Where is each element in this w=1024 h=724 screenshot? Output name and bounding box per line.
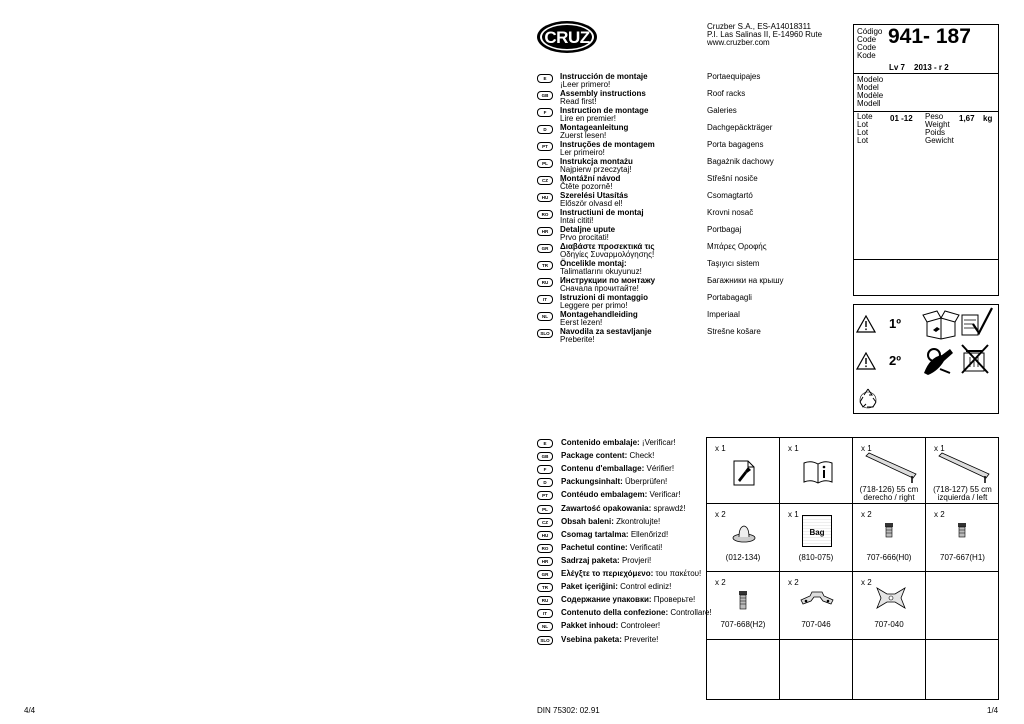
part-cell-empty [926,640,999,700]
bag-label: Bag [809,528,825,537]
part-cell-012-134 [707,504,780,572]
bag-icon [802,515,832,547]
part-qty: x 1 [934,444,945,453]
step2-label: 2º [889,353,901,368]
step1-label: 1º [889,316,901,331]
package-action: Provjeri! [621,555,652,565]
warning-icon [856,315,876,338]
package-label: Contenuto della confezione: [561,608,669,618]
instruction-subtitle: Prvo procitati! [560,233,609,242]
part-caption: 707-666(H0) [866,553,912,562]
part-cell-empty [780,640,853,700]
package-label: Contéudo embalagem: [561,490,648,500]
left-page-number: 4/4 [24,706,36,715]
package-action: Überprüfen! [625,477,668,487]
instruction-title: Detaljne upute [560,225,616,234]
code-label-1: Code [857,35,877,44]
code-label-2: Code [857,43,877,52]
language-code: HR [537,227,553,236]
right-page-number: 1/4 [987,706,999,715]
language-code: TR [537,261,553,270]
company-line1: Cruzber S.A., ES-A14018311 [707,22,811,31]
part-cell-707-040 [853,572,926,640]
package-action: Verificati! [629,542,663,552]
product-name: Dachgepäckträger [707,123,773,132]
language-code: RU [537,596,553,605]
product-name: Portbagaj [707,225,742,234]
package-action: Controllare! [670,608,712,618]
lv-value: Lv 7 [889,63,906,72]
no-tool-icon [960,343,990,380]
weight-label-3: Gewicht [925,136,954,145]
package-content-line [561,438,676,447]
package-label: Contenu d'emballage: [561,464,645,474]
language-code: PL [537,505,553,514]
package-action: ¡Verificar! [641,438,676,447]
instruction-subtitle: Ler primeiro! [560,148,605,157]
part-cell-810-075 [780,504,853,572]
package-action: Check! [629,451,655,461]
package-content-line [561,464,674,473]
weight-label-0: Peso [925,112,944,121]
lot-label-2: Lot [857,128,869,137]
package-content-line [561,451,654,460]
instruction-sheet-icon [733,460,755,486]
package-content-line [561,608,712,617]
weight-label-2: Poids [925,128,946,137]
package-action: του πακέτου! [655,569,702,578]
product-name: Багажники на крышу [707,276,784,285]
instruction-title: Διαβάστε προσεκτικά τις [560,242,655,251]
screw-h2-icon [738,590,748,610]
language-code: RO [537,544,553,553]
instruction-title: Instructiuni de montaj [560,208,644,217]
product-name: Portaequipajes [707,72,761,81]
model-label-3: Modell [857,99,881,108]
package-action: Preverite! [624,634,659,644]
instruction-title: Szerelési Utasítás [560,191,629,200]
part-caption: (012-134) [725,553,761,562]
package-action: Ellenőrizd! [630,529,669,539]
package-content-line [561,621,660,630]
code-label-3: Kode [857,51,876,60]
part-caption: (718-127) 55 cm [933,485,992,494]
part-caption: (810-075) [798,553,834,562]
instruction-subtitle: ¡Leer primero! [560,80,611,89]
instruction-title: Montagehandleiding [560,310,638,319]
package-content-line [561,530,668,539]
part-qty: x 2 [715,510,726,519]
part-cell-info-book [780,438,853,504]
instruction-title: Instrucción de montaje [560,72,648,81]
warning-icon-2 [856,352,876,375]
part-cell-707-668 [707,572,780,640]
instruction-subtitle: Leggere per primo! [560,301,628,310]
instruction-subtitle: Eerst lezen! [560,318,603,327]
language-code: PT [537,491,553,500]
language-code: RO [537,210,553,219]
part-qty: x 1 [715,444,726,453]
language-code: SLO [537,329,553,338]
package-content-line [561,490,681,499]
language-code: HU [537,531,553,540]
product-name: Strešne košare [707,327,761,336]
cap-part-icon [731,522,757,544]
part-qty: x 2 [715,578,726,587]
language-code: GR [537,570,553,579]
roof-bar-left-icon [936,452,992,484]
language-code: SLO [537,636,553,645]
instruction-title: Instrukcja montażu [560,157,633,166]
lot-label-1: Lot [857,120,869,129]
package-content-line [561,556,651,565]
language-code: CZ [537,518,553,527]
part-cell-bar-right [853,438,926,504]
language-code: HR [537,557,553,566]
language-code: GR [537,244,553,253]
part-cell-707-666 [853,504,926,572]
product-name: Taşıyıcı sistem [707,259,760,268]
lot-label-0: Lote [857,112,873,121]
screw-h1-icon [957,522,967,538]
part-qty: x 2 [788,578,799,587]
package-label: Package content: [561,451,628,461]
language-code: RU [537,278,553,287]
company-line2: P.I. Las Salinas II, E-14960 Rute [707,30,823,39]
lot-label-3: Lot [857,136,869,145]
product-name: Porta bagagens [707,140,764,149]
language-code: IT [537,609,553,618]
language-code: PL [537,159,553,168]
product-name: Μπάρες Οροφής [707,242,767,251]
product-name: Roof racks [707,89,746,98]
instruction-subtitle: Read first! [560,97,597,106]
part-caption-2: derecho / right [863,493,915,502]
part-caption: 707-668(H2) [720,620,766,629]
lot-value: 01 -12 [890,114,913,123]
package-content-line [561,635,658,644]
model-label-2: Modèle [857,91,884,100]
package-action: Vérifier! [646,464,675,474]
package-label: Csomag tartalma: [561,529,629,539]
din-standard: DIN 75302: 02.91 [537,706,600,715]
language-code: D [537,125,553,134]
bracket-icon [800,588,834,610]
recycle-icon [856,386,880,415]
package-content-line [561,504,686,513]
language-code: NL [537,622,553,631]
package-content-line [561,569,701,578]
product-name: Bagażnik dachowy [707,157,774,166]
open-box-icon [921,308,961,345]
package-content-line [561,543,662,552]
language-code: CZ [537,176,553,185]
product-name: Střešní nosiče [707,174,758,183]
instruction-subtitle: Preberite! [560,335,595,344]
part-qty: x 1 [788,510,799,519]
product-name: Imperiaal [707,310,740,319]
package-action: Zkontrolujte! [616,516,661,526]
info-book-icon [802,460,834,484]
roof-bar-right-icon [863,452,919,484]
part-cell-empty [707,640,780,700]
tools-hand-icon [920,343,956,382]
package-label: Sadrzaj paketa: [561,555,620,565]
instruction-subtitle: Zuerst lesen! [560,131,607,140]
language-code: PT [537,142,553,151]
instruction-subtitle: Lire en premier! [560,114,617,123]
package-label: Zawartość opakowania: [561,503,652,513]
package-action: Control ediniz! [620,582,672,592]
language-code: IT [537,295,553,304]
language-code: D [537,478,553,487]
package-action: Controleer! [620,621,661,631]
package-label: Ελέγξτε το περιεχόμενο: [561,569,654,578]
checkmark-icon [960,306,994,343]
part-qty: x 2 [861,578,872,587]
part-cell-bar-left [926,438,999,504]
weight-label-1: Weight [925,120,950,129]
package-content-line [561,582,671,591]
instruction-subtitle: Talimatlarını okuyunuz! [560,267,642,276]
package-label: Contenido embalaje: [561,438,640,447]
part-qty: x 2 [934,510,945,519]
language-code: GB [537,452,553,461]
package-label: Pakket inhoud: [561,621,619,631]
instruction-title: Montážní návod [560,174,621,183]
instruction-subtitle: Először olvasd el! [560,199,623,208]
part-caption: 707-667(H1) [940,553,985,562]
language-code: E [537,439,553,448]
language-code: GB [537,91,553,100]
language-code: HU [537,193,553,202]
cross-plate-icon [875,586,907,610]
code-value: 941- 187 [888,25,971,48]
package-action: sprawdź! [653,503,686,513]
part-qty: x 2 [861,510,872,519]
part-cell-empty [926,572,999,640]
instruction-title: Instruction de montage [560,106,649,115]
package-label: Paket içeriğini: [561,582,618,592]
part-qty: x 1 [788,444,799,453]
date-value: 2013 - r 2 [914,63,949,72]
instruction-title: Istruzioni di montaggio [560,293,648,302]
instruction-title: Assembly instructions [560,89,646,98]
screw-h0-icon [884,522,894,538]
package-content-line [561,517,660,526]
instruction-title: Navodila za sestavljanje [560,327,652,336]
package-content-line [561,595,695,604]
part-caption-2: izquierda / left [937,493,988,502]
package-label: Pachetul contine: [561,542,628,552]
package-label: Vsebina paketa: [561,634,622,644]
language-code: TR [537,583,553,592]
model-label-0: Modelo [857,75,884,84]
language-code: E [537,74,553,83]
parts-grid [706,437,999,700]
product-name: Galeries [707,106,737,115]
cruz-logo [536,20,598,54]
product-name: Krovni nosač [707,208,754,217]
product-name: Portabagagli [707,293,752,302]
language-code: NL [537,312,553,321]
product-name: Csomagtartó [707,191,753,200]
package-label: Содержание упаковки: [561,595,652,605]
company-line3: www.cruzber.com [707,38,770,47]
part-cell-707-046 [780,572,853,640]
package-action: Verificar! [649,490,681,500]
instruction-subtitle: Najpierw przeczytaj! [560,165,632,174]
part-caption: (718-126) 55 cm [859,485,919,494]
instruction-subtitle: Сначала прочитайте! [560,284,639,293]
language-code: F [537,108,553,117]
instruction-title: Instruções de montagem [560,140,655,149]
model-label-1: Model [857,83,879,92]
part-cell-707-667 [926,504,999,572]
package-action: Проверьте! [653,595,696,605]
part-qty: x 1 [861,444,872,453]
instruction-title: Montageanleitung [560,123,629,132]
package-label: Obsah baleni: [561,516,614,526]
part-caption: 707-046 [801,620,831,629]
part-cell-empty [853,640,926,700]
package-content-line [561,477,667,486]
part-cell-instructions [707,438,780,504]
language-code: F [537,465,553,474]
part-caption: 707-040 [874,620,904,629]
weight-value: 1,67 [959,114,975,123]
weight-unit: kg [983,114,993,123]
instruction-title: Öncelikle montaj: [560,259,627,268]
instruction-title: Инструкции по монтажу [560,276,656,285]
package-label: Packungsinhalt: [561,477,623,487]
code-label-0: Código [857,27,883,36]
instruction-subtitle: Čtěte pozorně! [560,182,613,191]
brand-name: CRUZ [544,28,590,47]
instruction-subtitle: Intai cititi! [560,216,594,225]
instruction-subtitle: Οδηγίες Συναρμολόγησης! [560,250,655,259]
